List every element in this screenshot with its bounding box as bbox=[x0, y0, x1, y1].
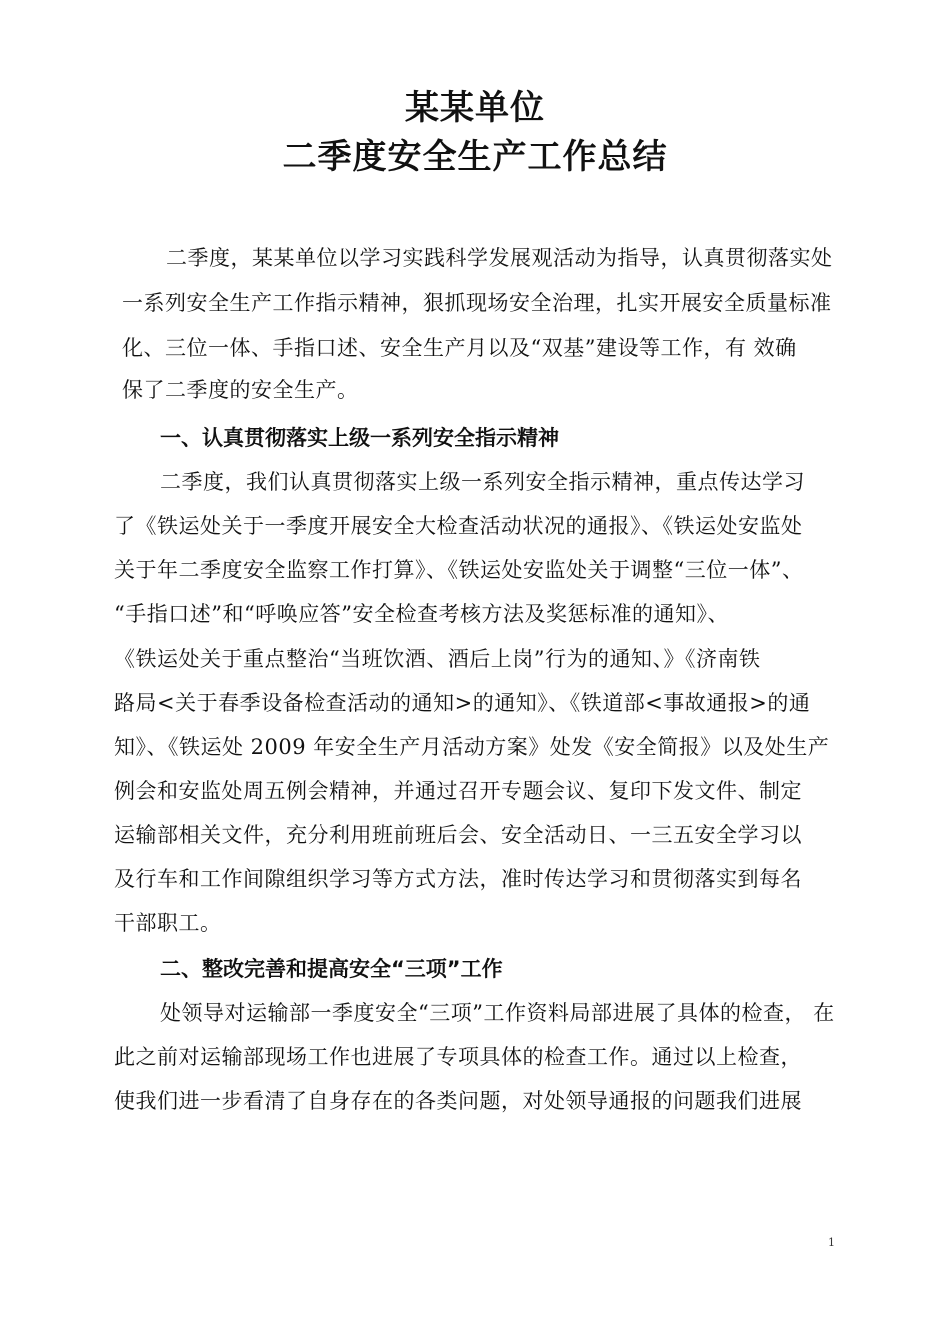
section2-line: 处领导对运输部一季度安全“三项”工作资料局部进展了具体的检查， 在 bbox=[160, 1001, 835, 1025]
document-title-main: 二季度安全生产工作总结 bbox=[282, 137, 668, 177]
section1-line: 路局<关于春季设备检查活动的通知>的通知》、《铁道部<事故通报>的通 bbox=[114, 691, 811, 715]
section1-line: “手指口述”和“呼唤应答”安全检查考核方法及奖惩标准的通知》、 bbox=[114, 602, 729, 626]
section1-line: 干部职工。 bbox=[114, 911, 222, 935]
section1-line: 例会和安监处周五例会精神，并通过召开专题会议、复印下发文件、制定 bbox=[114, 779, 802, 803]
intro-line: 二季度，某某单位以学习实践科学发展观活动为指导，认真贯彻落实处 bbox=[166, 246, 833, 270]
section1-line: 二季度，我们认真贯彻落实上级一系列安全指示精神，重点传达学习 bbox=[160, 470, 805, 494]
section-heading-1: 一、认真贯彻落实上级一系列安全指示精神 bbox=[160, 426, 559, 450]
intro-line: 保了二季度的安全生产。 bbox=[122, 378, 359, 402]
section2-line: 此之前对运输部现场工作也进展了专项具体的检查工作。通过以上检查， bbox=[114, 1045, 802, 1069]
page-number: 1 bbox=[828, 1236, 835, 1249]
document-title-unit: 某某单位 bbox=[405, 88, 545, 128]
section1-line: 运输部相关文件，充分利用班前班后会、安全活动日、一三五安全学习以 bbox=[114, 823, 802, 847]
section1-line: 关于年二季度安全监察工作打算》、《铁运处安监处关于调整“三位一体”、 bbox=[114, 558, 804, 582]
section1-line: 了《铁运处关于一季度开展安全大检查活动状况的通报》、《铁运处安监处 bbox=[114, 514, 803, 538]
intro-line: 一系列安全生产工作指示精神，狠抓现场安全治理，扎实开展安全质量标准 bbox=[122, 291, 832, 315]
intro-line: 化、三位一体、手指口述、安全生产月以及“双基”建设等工作，有 效确 bbox=[122, 336, 797, 360]
section2-line: 使我们进一步看清了自身存在的各类问题，对处领导通报的问题我们进展 bbox=[114, 1089, 802, 1113]
section1-line: 知》、《铁运处 2009 年安全生产月活动方案》处发《安全简报》以及处生产 bbox=[114, 735, 830, 759]
section-heading-2: 二、整改完善和提高安全“三项”工作 bbox=[160, 957, 503, 981]
section1-line: 及行车和工作间隙组织学习等方式方法，准时传达学习和贯彻落实到每名 bbox=[114, 867, 802, 891]
section1-line: 《铁运处关于重点整治“当班饮酒、酒后上岗”行为的通知、》《济南铁 bbox=[114, 647, 761, 671]
